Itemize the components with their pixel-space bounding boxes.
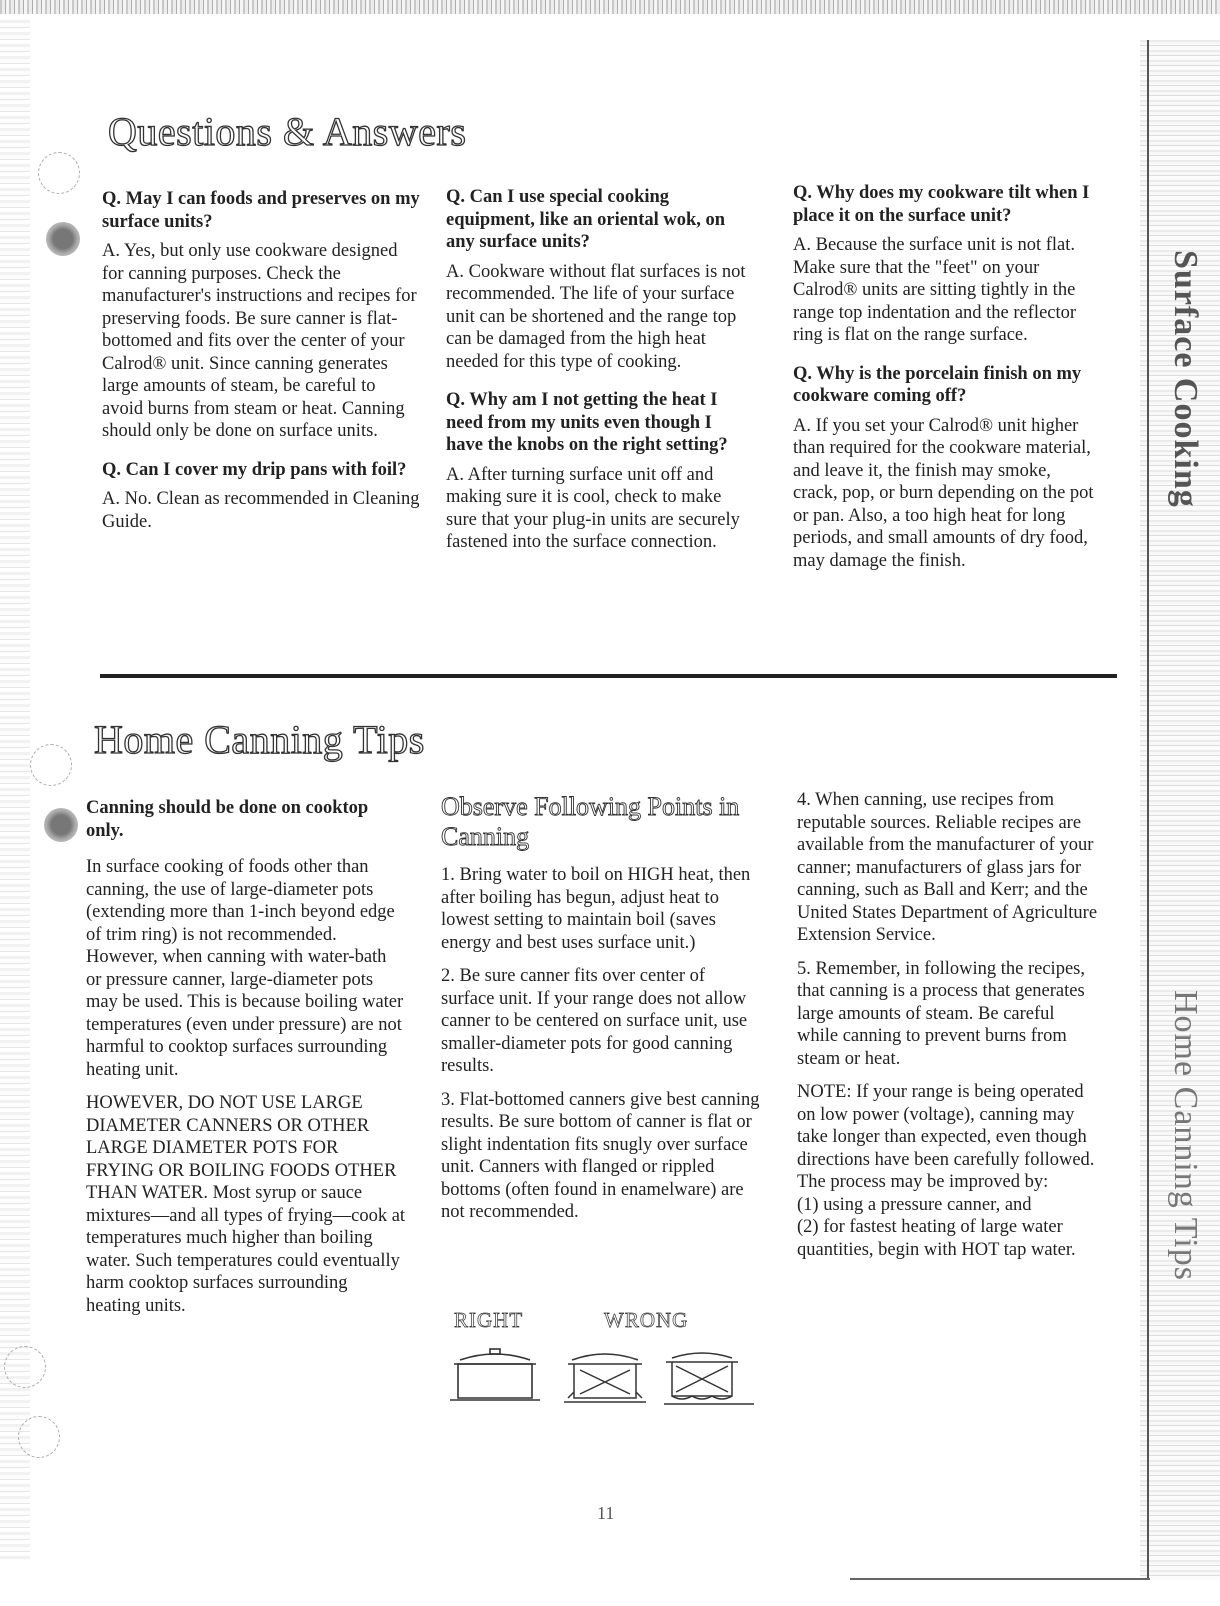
qa-column-1 [102, 188, 420, 549]
canner-illustration [440, 1342, 760, 1412]
qa-column-2 [446, 186, 746, 570]
canning-section-title: Home Canning Tips [94, 717, 425, 762]
right-canner-icon [450, 1349, 540, 1400]
canning-note: NOTE: If your range is being operated on low power (voltage), canning may take longer than expected, even though directions have been carefully followed. The process may be improved by: [797, 1082, 1095, 1192]
canning-note-point: (1) using a pressure canner, and [797, 1194, 1032, 1215]
page-number: 11 [597, 1503, 615, 1523]
answer: A. Cookware without flat surfaces is not recommended. The life of your surface unit can be shortened and the range top can be damaged from the high heat needed for this type of cooking. [446, 261, 746, 372]
side-tab-home-canning: Home Canning Tips [1167, 990, 1204, 1281]
canning-warning-paragraph [86, 1092, 406, 1317]
question: Q. May I can foods and preserves on my surface units? [102, 189, 420, 232]
canning-column-2 [441, 792, 761, 1235]
canning-points-heading: Observe Following Points in Canning [441, 792, 740, 851]
section-divider [100, 674, 1117, 678]
canning-point: 2. Be sure canner fits over center of surface unit. If your range does not allow canner to be centered on surface unit, use smaller-diameter pots for good canning results. [441, 966, 748, 1076]
scan-edge-left [0, 20, 30, 1560]
binder-hole-icon [44, 808, 78, 842]
qa-column-3 [793, 182, 1096, 588]
binder-ring-icon [38, 152, 80, 194]
binder-ring-icon [30, 744, 72, 786]
canning-point: 1. Bring water to boil on HIGH heat, then after boiling has begun, adjust heat to lowest setting to maintain boil (saves energy and best uses surface unit.) [441, 865, 751, 953]
question: Q. Can I use special cooking equipment, like an oriental wok, on any surface units? [446, 187, 726, 252]
canning-point: 3. Flat-bottomed canners give best canning results. Be sure bottom of canner is flat or slight indentation fits snugly over surface unit. Canners with flanged or rippled bottoms (often found in enamelware) are not recommended. [441, 1089, 760, 1222]
canning-note-point: (2) for fastest heating of large water quantities, begin with HOT tap water. [797, 1217, 1076, 1260]
page-border-bottom [850, 1578, 1150, 1580]
page-border-right [1147, 40, 1149, 1580]
question: Q. Why does my cookware tilt when I place it on the surface unit? [793, 183, 1090, 226]
canning-paragraph: In surface cooking of foods other than canning, the use of large-diameter pots (extending more than 1-inch beyond edge of trim ring) is not recommended. However, when canning with water-bath or pressure canner, large-diameter pots may be used. This is because boiling water temperatures (even under pressure) are not harmful to cooktop surfaces surrounding heating unit. [86, 857, 404, 1080]
wrong-canner-rippled-icon [664, 1353, 754, 1404]
answer: A. Yes, but only use cookware designed for canning purposes. Check the manufacturer's instructions and recipes for preserving foods. Be sure canner is flat-bottomed and fits over the center of your Calrod® unit. Since canning generates large amounts of steam, be careful to avoid burns from steam or heat. Canning should only be done on surface units. [102, 241, 417, 441]
answer: A. No. Clean as recommended in Cleaning Guide. [102, 489, 420, 532]
canning-heading: Canning should be done on cooktop only. [86, 798, 369, 841]
question: Q. Why am I not getting the heat I need from my units even though I have the knobs on the right setting? [446, 390, 728, 455]
wrong-canner-flanged-icon [564, 1354, 646, 1402]
canning-column-1 [86, 797, 406, 1327]
scan-edge-top [0, 0, 1220, 14]
side-tab-surface-cooking: Surface Cooking [1167, 250, 1204, 508]
qa-section-title: Questions & Answers [108, 109, 467, 154]
diagram-wrong-label: WRONG [604, 1308, 689, 1332]
canning-point: 4. When canning, use recipes from reputable sources. Reliable recipes are available from the manufacturer of your canner; manufacturers of glass jars for canning, such as Ball and Kerr; and the United States Department of Agriculture Extension Service. [797, 790, 1098, 945]
binder-ring-icon [18, 1416, 60, 1458]
question: Q. Can I cover my drip pans with foil? [102, 459, 407, 480]
warning-rest: Most syrup or sauce mixtures—and all types of frying—cook at temperatures much higher than boiling water. Such temperatures could eventually harm cooktop surfaces surrounding heating units. [86, 1183, 406, 1316]
binder-ring-icon [4, 1346, 46, 1388]
canning-column-3 [797, 789, 1100, 1261]
answer: A. Because the surface unit is not flat. Make sure that the "feet" on your Calrod® units are sitting tightly in the range top indentation and the reflector ring is flat on the range surface. [793, 235, 1077, 345]
canning-point: 5. Remember, in following the recipes, that canning is a process that generates large amounts of steam. Be careful while canning to prevent burns from steam or heat. [797, 958, 1085, 1069]
diagram-right-label: RIGHT [454, 1308, 524, 1332]
canner-diagram [440, 1298, 760, 1428]
answer: A. After turning surface unit off and making sure it is cool, check to make sure that your plug-in units are securely fastened into the surface connection. [446, 464, 740, 552]
question: Q. Why is the porcelain finish on my cookware coming off? [793, 363, 1082, 406]
warning-caps: HOWEVER, DO NOT USE LARGE DIAMETER CANNERS OR OTHER LARGE DIAMETER POTS FOR FRYING OR BOILING FOODS OTHER THAN WATER. [86, 1093, 397, 1203]
answer: A. If you set your Calrod® unit higher than required for the cookware material, and leave it, the finish may smoke, crack, pop, or burn depending on the pot or pan. Also, a too high heat for long periods, and small amounts of dry food, may damage the finish. [793, 415, 1094, 571]
binder-hole-icon [46, 222, 80, 256]
